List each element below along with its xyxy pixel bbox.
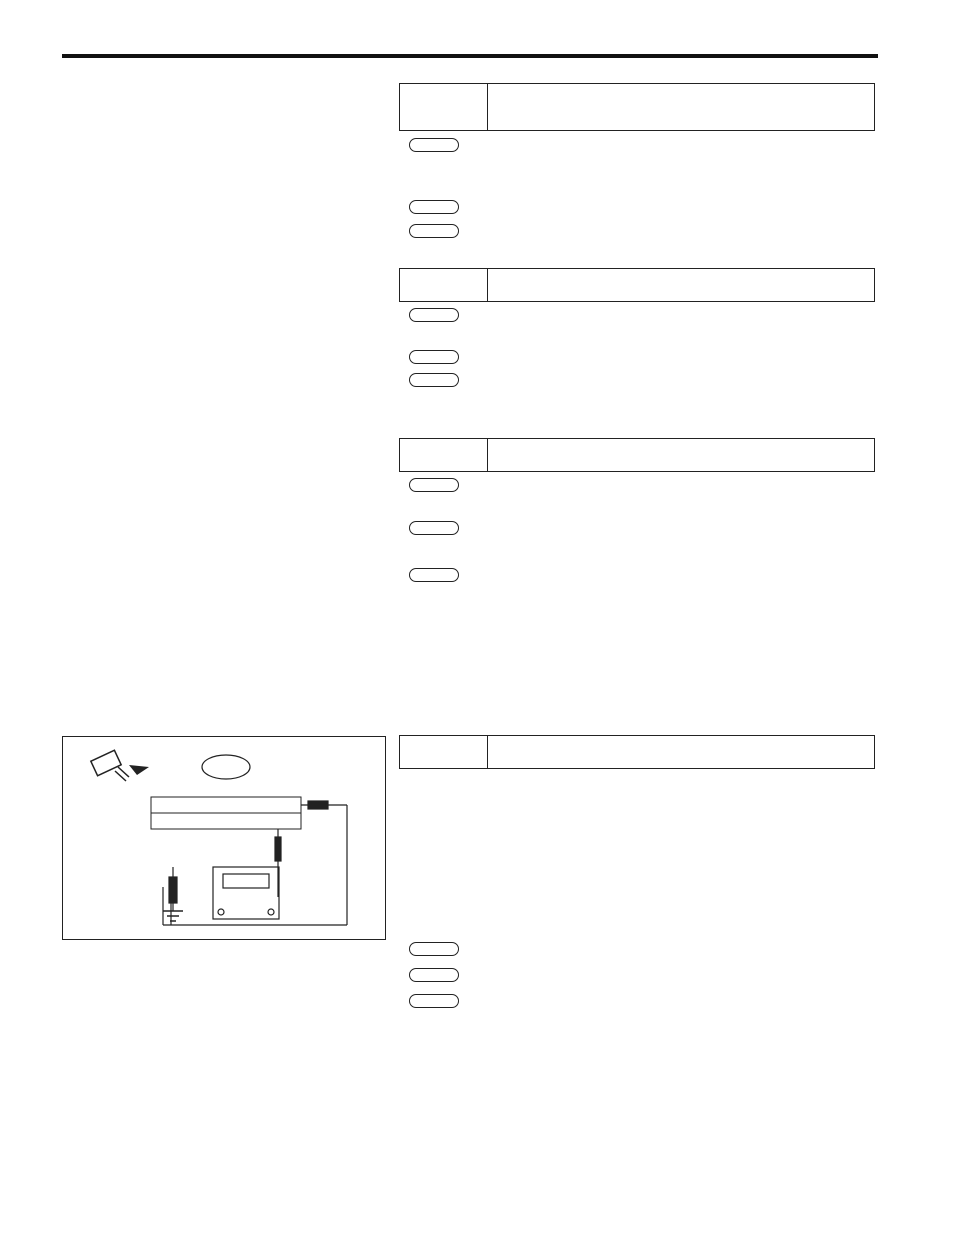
no-badge-icon bbox=[409, 373, 459, 387]
check-badge-icon bbox=[409, 308, 459, 322]
step-id bbox=[400, 439, 488, 471]
yes-answer bbox=[409, 519, 879, 535]
step-id bbox=[400, 736, 488, 768]
yes-badge-icon bbox=[409, 968, 459, 982]
yes-badge-icon bbox=[409, 521, 459, 535]
no-badge-icon bbox=[409, 224, 459, 238]
check-question bbox=[409, 306, 879, 322]
yes-badge-icon bbox=[409, 350, 459, 364]
step-id bbox=[400, 269, 488, 301]
step-title bbox=[488, 736, 494, 768]
step-header-10L24 bbox=[399, 735, 875, 769]
yes-answer bbox=[409, 348, 879, 364]
wiring-figure bbox=[62, 736, 386, 940]
no-badge-icon bbox=[409, 994, 459, 1008]
arrow-icon bbox=[129, 765, 149, 775]
step-title bbox=[488, 84, 494, 130]
step-header-10L21 bbox=[399, 83, 875, 131]
step-id bbox=[400, 84, 488, 130]
no-answer bbox=[409, 222, 879, 238]
step-header-10L23 bbox=[399, 438, 875, 472]
check-question bbox=[409, 476, 879, 492]
yes-answer bbox=[409, 966, 879, 982]
check-badge-icon bbox=[409, 942, 459, 956]
yes-answer bbox=[409, 198, 879, 214]
step-header-10L22 bbox=[399, 268, 875, 302]
step-title bbox=[488, 439, 494, 471]
circuit-diagram bbox=[63, 737, 385, 939]
no-answer bbox=[409, 992, 879, 1008]
ground-icon bbox=[163, 911, 183, 921]
no-answer bbox=[409, 566, 879, 582]
check-badge-icon bbox=[409, 478, 459, 492]
no-badge-icon bbox=[409, 568, 459, 582]
ohmmeter-icon bbox=[213, 867, 279, 919]
header-rule bbox=[62, 54, 878, 58]
yes-badge-icon bbox=[409, 200, 459, 214]
connector-plug-icon bbox=[91, 750, 129, 781]
step-title bbox=[488, 269, 494, 301]
check-badge-icon bbox=[409, 138, 459, 152]
no-answer bbox=[409, 371, 879, 387]
check-question bbox=[409, 940, 879, 956]
check-question bbox=[409, 136, 879, 152]
